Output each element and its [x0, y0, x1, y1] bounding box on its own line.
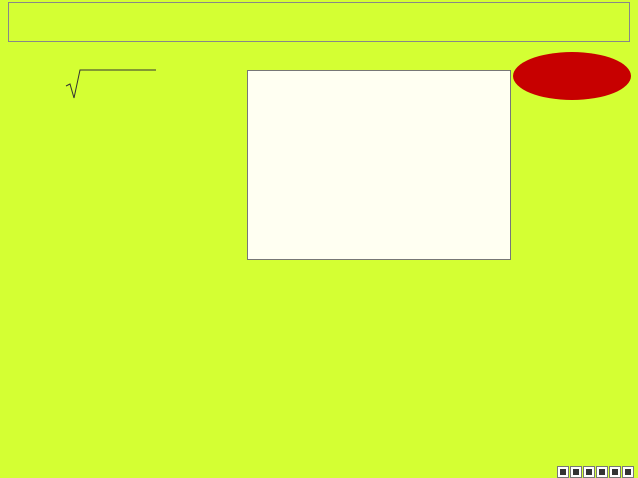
slide-nav: [557, 466, 634, 478]
nav-prev-icon[interactable]: [570, 466, 582, 478]
nav-back-icon[interactable]: [583, 466, 595, 478]
nav-next-icon[interactable]: [609, 466, 621, 478]
nav-first-icon[interactable]: [557, 466, 569, 478]
nav-forward-icon[interactable]: [596, 466, 608, 478]
nav-last-icon[interactable]: [622, 466, 634, 478]
